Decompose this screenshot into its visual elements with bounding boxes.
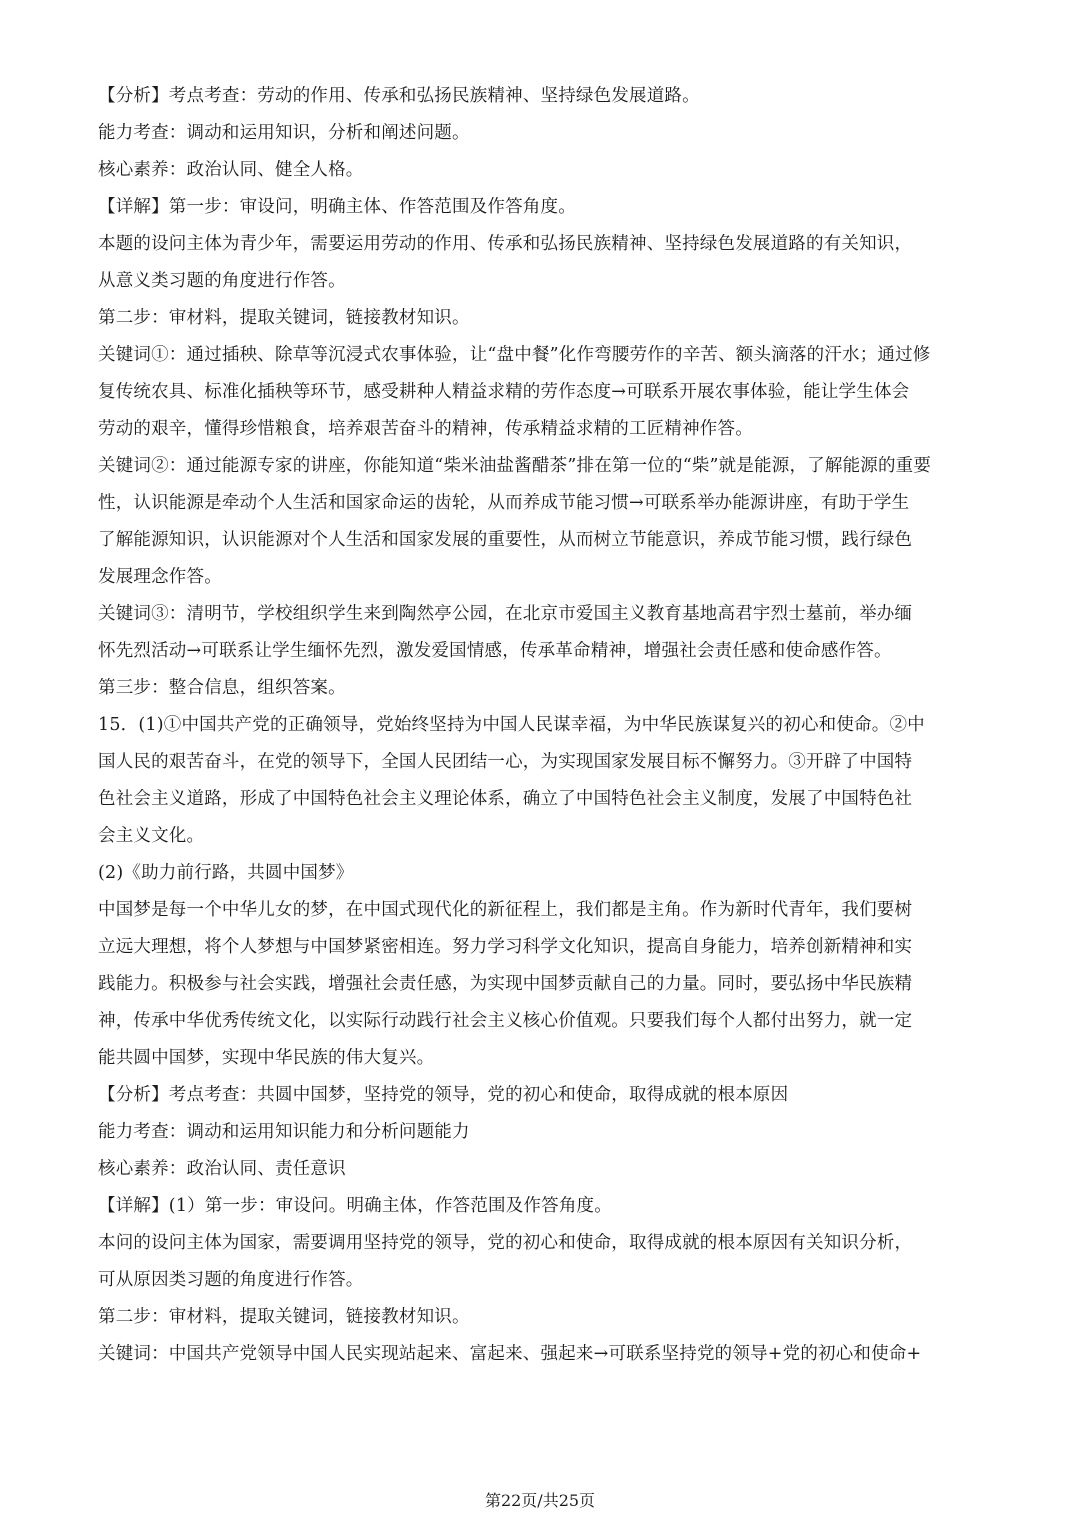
text-line: 可从原因类习题的角度进行作答。 (98, 1270, 364, 1290)
text-line: 中国梦是每一个中华儿女的梦，在中国式现代化的新征程上，我们都是主角。作为新时代青年，我们要树 (98, 900, 913, 920)
text-line: 能力考查：调动和运用知识能力和分析问题能力 (98, 1122, 470, 1142)
text-line: 关键词③：清明节，学校组织学生来到陶然亭公园，在北京市爱国主义教育基地高君宇烈士墓前，举办缅 (98, 604, 913, 624)
text-line: 劳动的艰辛，懂得珍惜粮食，培养艰苦奋斗的精神，传承精益求精的工匠精神作答。 (98, 419, 753, 439)
text-line: 第二步：审材料，提取关键词，链接教材知识。 (98, 308, 470, 328)
text-line: 能共圆中国梦，实现中华民族的伟大复兴。 (98, 1048, 435, 1068)
text-line: 国人民的艰苦奋斗，在党的领导下，全国人民团结一心，为实现国家发展目标不懈努力。③开辟了中国特 (98, 752, 913, 772)
text-line: 【分析】考点考查：劳动的作用、传承和弘扬民族精神、坚持绿色发展道路。 (98, 86, 700, 106)
text-line: 神，传承中华优秀传统文化，以实际行动践行社会主义核心价值观。只要我们每个人都付出努力，就一定 (98, 1011, 913, 1031)
text-line: 【分析】考点考查：共圆中国梦，坚持党的领导，党的初心和使命，取得成就的根本原因 (98, 1085, 789, 1105)
page-number-footer: 第22页/共25页 (484, 1491, 596, 1510)
text-line: 从意义类习题的角度进行作答。 (98, 271, 346, 291)
text-line: 立远大理想，将个人梦想与中国梦紧密相连。努力学习科学文化知识，提高自身能力，培养创新精神和实 (98, 937, 913, 957)
text-line: 性，认识能源是牵动个人生活和国家命运的齿轮，从而养成节能习惯→可联系举办能源讲座，有助于学生 (98, 493, 910, 513)
text-line: 发展理念作答。 (98, 567, 222, 587)
text-line: 色社会主义道路，形成了中国特色社会主义理论体系，确立了中国特色社会主义制度，发展了中国特色社 (98, 789, 913, 809)
text-line: 复传统农具、标准化插秧等环节，感受耕种人精益求精的劳作态度→可联系开展农事体验，能让学生体会 (98, 382, 910, 402)
text-line: 能力考查：调动和运用知识，分析和阐述问题。 (98, 123, 470, 143)
text-line: 本问的设问主体为国家，需要调用坚持党的领导，党的初心和使命，取得成就的根本原因有关知识分析， (98, 1233, 913, 1253)
text-line: 践能力。积极参与社会实践，增强社会责任感，为实现中国梦贡献自己的力量。同时，要弘扬中华民族精 (98, 974, 913, 994)
document-body (98, 78, 988, 1373)
text-line: 第三步：整合信息，组织答案。 (98, 678, 346, 698)
text-line: 第二步：审材料，提取关键词，链接教材知识。 (98, 1307, 470, 1327)
text-line: 会主义文化。 (98, 826, 205, 846)
text-line: 怀先烈活动→可联系让学生缅怀先烈，激发爱国情感，传承革命精神，增强社会责任感和使命感作答。 (98, 641, 892, 661)
text-line: 了解能源知识，认识能源对个人生活和国家发展的重要性，从而树立节能意识，养成节能习惯，践行绿色 (98, 530, 913, 550)
text-line: 关键词①：通过插秧、除草等沉浸式农事体验，让“盘中餐”化作弯腰劳作的辛苦、额头滴落的汗水；通过修 (98, 345, 931, 365)
text-line: 本题的设问主体为青少年，需要运用劳动的作用、传承和弘扬民族精神、坚持绿色发展道路的有关知识， (98, 234, 913, 254)
text-line: 核心素养：政治认同、责任意识 (98, 1159, 346, 1179)
text-line: 【详解】第一步：审设问，明确主体、作答范围及作答角度。 (98, 197, 576, 217)
text-line: (2)《助力前行路，共圆中国梦》 (98, 863, 354, 883)
text-line: 【详解】(1）第一步：审设问。明确主体，作答范围及作答角度。 (98, 1196, 612, 1216)
text-line: 核心素养：政治认同、健全人格。 (98, 160, 364, 180)
text-line: 15．(1)①中国共产党的正确领导，党始终坚持为中国人民谋幸福，为中华民族谋复兴的初心和使命。②中 (98, 715, 925, 735)
text-line: 关键词：中国共产党领导中国人民实现站起来、富起来、强起来→可联系坚持党的领导+党的初心和使命+ (98, 1344, 922, 1364)
text-line: 关键词②：通过能源专家的讲座，你能知道“柴米油盐酱醋茶”排在第一位的“柴”就是能源，了解能源的重要 (98, 456, 932, 476)
